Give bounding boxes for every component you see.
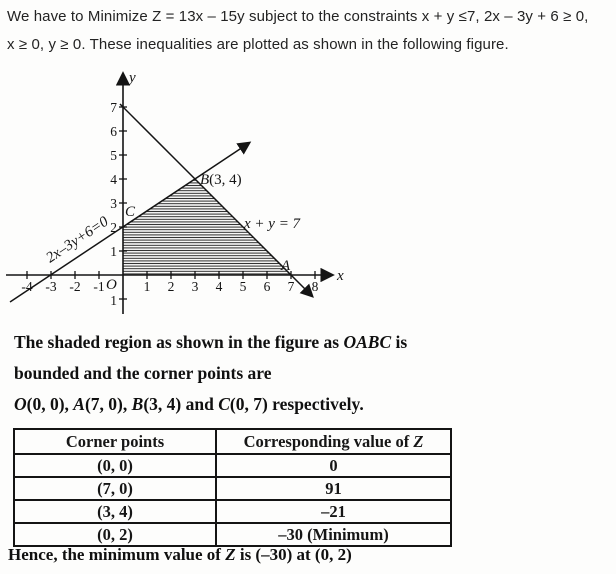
header-value-of-z: Corresponding value of Z — [216, 429, 451, 454]
svg-text:-4: -4 — [21, 279, 33, 294]
z-value-cell: –21 — [216, 500, 451, 523]
table-row — [14, 477, 451, 500]
x-axis-label: x — [337, 268, 344, 284]
svg-text:5: 5 — [110, 148, 117, 163]
table-row — [14, 454, 451, 477]
z-value-cell: 0 — [216, 454, 451, 477]
svg-text:8: 8 — [311, 279, 319, 294]
svg-text:-1: -1 — [93, 279, 105, 294]
graph-svg — [0, 62, 352, 318]
problem-statement — [7, 3, 613, 58]
explanation-line-3: O(0, 0), A(7, 0), B(3, 4) and C(0, 7) respectively. — [14, 394, 364, 414]
table-row — [14, 500, 451, 523]
explanation-line-1: The shaded region as shown in the figure as OABC is — [14, 332, 408, 352]
svg-text:2: 2 — [110, 220, 117, 235]
y-axis-label: y — [129, 70, 136, 86]
origin-label: O — [106, 277, 117, 293]
corner-point-cell: (0, 2) — [14, 523, 216, 546]
svg-text:3: 3 — [191, 279, 199, 294]
corner-point-cell: (7, 0) — [14, 477, 216, 500]
svg-text:6: 6 — [110, 124, 117, 139]
label-point-c: C — [125, 204, 136, 220]
svg-text:7: 7 — [110, 100, 117, 115]
conclusion-line: Hence, the minimum value of Z is (–30) at (0, 2) — [8, 545, 352, 564]
explanation-paragraph — [14, 327, 434, 420]
label-point-a: A — [281, 258, 291, 274]
svg-text:4: 4 — [110, 172, 117, 187]
explanation-line-2: bounded and the corner points are — [14, 363, 272, 383]
svg-text:4: 4 — [215, 279, 223, 294]
label-point-b: B(3, 4) — [200, 172, 242, 188]
label-line-2x-3y-6: 2x–3y+6=0 — [43, 213, 112, 267]
svg-text:-2: -2 — [69, 279, 81, 294]
corner-point-cell: (0, 0) — [14, 454, 216, 477]
svg-text:5: 5 — [239, 279, 247, 294]
table-row-minimum — [14, 523, 451, 546]
corner-points-table — [13, 428, 452, 547]
svg-text:7: 7 — [287, 279, 295, 294]
lp-graph-figure — [0, 62, 352, 318]
svg-text:2: 2 — [167, 279, 175, 294]
table-header-row — [14, 429, 451, 454]
z-value-cell: –30 (Minimum) — [216, 523, 451, 546]
svg-text:1: 1 — [110, 293, 117, 308]
corner-point-cell: (3, 4) — [14, 500, 216, 523]
svg-text:1: 1 — [143, 279, 151, 294]
svg-text:3: 3 — [110, 196, 117, 211]
header-corner-points: Corner points — [14, 429, 216, 454]
svg-text:-3: -3 — [45, 279, 57, 294]
z-value-cell: 91 — [216, 477, 451, 500]
svg-text:1: 1 — [110, 244, 117, 259]
problem-line-1: We have to Minimize Z = 13x – 15y subject to the constraints x + y ≤7, 2x – 3y + 6 ≥ 0, — [7, 8, 589, 25]
x-tick-labels — [21, 279, 318, 294]
svg-text:6: 6 — [263, 279, 271, 294]
label-line-x-plus-y-7: x + y = 7 — [244, 216, 301, 232]
problem-line-2: x ≥ 0, y ≥ 0. These inequalities are plotted as shown in the following figure. — [7, 35, 509, 53]
